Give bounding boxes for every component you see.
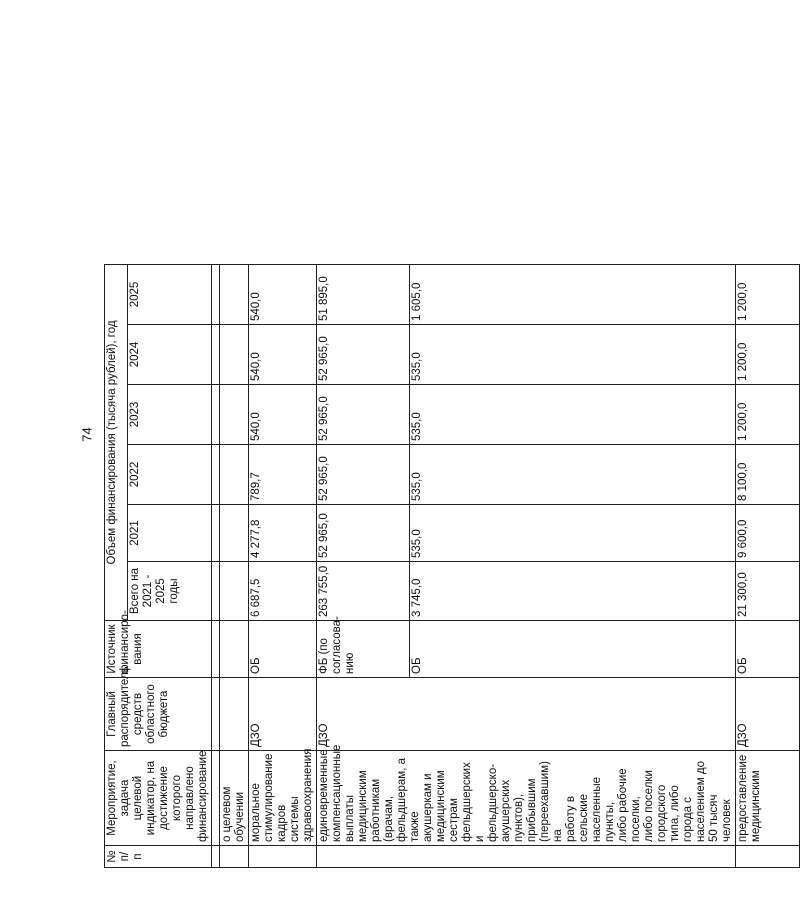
row-measure <box>249 748 317 846</box>
header-year-text: 2022 <box>129 461 142 488</box>
row-value-text: 1 200,0 <box>737 402 749 441</box>
row-value-text: 540,0 <box>250 412 262 441</box>
table-cell <box>212 325 220 385</box>
header-manager-text: Главный распорядитель средств областного бюджета <box>106 666 170 747</box>
row-value-text: 52 965,0 <box>318 456 330 501</box>
row-value <box>736 505 800 562</box>
row-value <box>249 325 317 385</box>
header-measure-text: Мероприятие, задача целевой индикатор, на достижение которого направлено финансирование <box>106 750 209 842</box>
header-row <box>105 264 128 867</box>
row-value <box>220 385 249 445</box>
row-total-text: 3 745,0 <box>410 578 423 617</box>
row-value-text: 52 965,0 <box>318 513 330 558</box>
row-value-text: 535,0 <box>410 412 423 441</box>
header-manager <box>105 666 212 751</box>
row-value <box>317 505 410 562</box>
row-value-text: 52 965,0 <box>318 336 330 381</box>
row-value-text: 8 100,0 <box>737 462 749 501</box>
header-measure <box>105 751 212 846</box>
row-measure-text: о целевом обучении <box>221 786 246 842</box>
row-total <box>736 562 800 621</box>
row-source <box>736 621 800 678</box>
row-total-text: 6 687,5 <box>250 578 262 617</box>
table-cell <box>212 385 220 445</box>
row-value <box>249 445 317 505</box>
row-manager <box>220 678 249 751</box>
header-num <box>105 846 212 868</box>
row-value <box>220 325 249 385</box>
row-manager <box>736 678 800 751</box>
row-measure <box>736 751 800 846</box>
row-num <box>220 846 249 868</box>
row-source-text: ФБ (по согласова- нию <box>318 616 356 674</box>
header-total <box>128 562 212 621</box>
header-year-text: 2025 <box>129 281 142 308</box>
row-total-text: 263 755,0 <box>318 565 330 617</box>
row-value <box>249 264 317 324</box>
table-cell <box>212 505 220 562</box>
header-total-text: Всего на 2021 - 2025 годы <box>129 567 181 615</box>
table-row <box>736 264 800 867</box>
rotated-table-container <box>104 265 762 868</box>
header-year <box>128 385 212 445</box>
row-measure-text: предоставление медицинским <box>737 754 762 842</box>
row-value-text: 535,0 <box>410 472 423 501</box>
header-volume <box>105 264 128 620</box>
row-value-text: 535,0 <box>410 352 423 381</box>
row-value-text: 51 895,0 <box>318 276 330 321</box>
header-year <box>128 325 212 385</box>
row-value <box>409 325 735 385</box>
row-total <box>220 562 249 621</box>
row-source-text: ОБ <box>410 657 423 674</box>
row-value-text: 52 965,0 <box>318 396 330 441</box>
row-value <box>220 505 249 562</box>
row-num <box>249 846 317 868</box>
row-value <box>317 325 410 385</box>
row-source <box>409 621 735 678</box>
header-year <box>128 264 212 324</box>
row-manager <box>249 678 317 751</box>
table-row <box>249 264 317 867</box>
row-num <box>736 846 800 868</box>
row-total <box>249 562 317 621</box>
table-cell <box>212 621 220 678</box>
row-source <box>317 616 410 678</box>
financing-table <box>104 264 800 868</box>
row-measure-text: моральное стимулирование кадров системы здравоохранения <box>250 748 314 842</box>
row-num <box>317 846 736 868</box>
table-row <box>317 264 410 867</box>
table-cell <box>212 445 220 505</box>
row-source-text: ОБ <box>737 657 749 674</box>
table-row <box>220 264 249 867</box>
row-value <box>249 505 317 562</box>
page-number: 74 <box>79 427 95 442</box>
row-value-text: 4 277,8 <box>250 519 262 558</box>
header-year-text: 2023 <box>129 401 142 428</box>
header-year <box>128 505 212 562</box>
table-cell <box>212 562 220 621</box>
row-value <box>317 385 410 445</box>
header-year <box>128 445 212 505</box>
row-value <box>736 445 800 505</box>
table-row <box>212 264 220 867</box>
table-cell <box>212 264 220 324</box>
row-manager-text: ДЗО <box>250 723 262 747</box>
row-value <box>317 264 410 324</box>
row-value <box>409 385 735 445</box>
header-source-text: Источник финансиро- вания <box>106 610 144 674</box>
header-source <box>105 610 212 678</box>
row-total <box>409 562 735 621</box>
table-cell <box>212 751 220 846</box>
row-value <box>409 445 735 505</box>
row-source <box>220 621 249 678</box>
header-volume-text: Объем финансирования (тысяча рублей), год <box>106 320 118 565</box>
row-value <box>220 445 249 505</box>
header-year-text: 2021 <box>129 520 142 546</box>
row-value-text: 789,7 <box>250 472 262 501</box>
row-value-text: 1 200,0 <box>737 342 749 381</box>
row-source <box>249 621 317 678</box>
row-measure <box>317 744 736 846</box>
row-value <box>736 385 800 445</box>
row-value <box>249 385 317 445</box>
row-value-text: 535,0 <box>410 529 423 558</box>
row-value <box>220 264 249 324</box>
row-value <box>736 264 800 324</box>
row-value-text: 1 605,0 <box>410 282 423 321</box>
header-year-text: 2024 <box>129 341 142 368</box>
row-measure <box>220 751 249 846</box>
row-value <box>409 505 735 562</box>
table-cell <box>212 678 220 751</box>
header-num-text: № п/п <box>106 850 144 863</box>
row-source-text: ОБ <box>250 657 262 674</box>
row-value-text: 1 200,0 <box>737 282 749 321</box>
row-value-text: 540,0 <box>250 352 262 381</box>
row-manager-text: ДЗО <box>737 723 749 747</box>
row-value-text: 540,0 <box>250 292 262 321</box>
row-value <box>409 264 735 324</box>
row-measure-text: единовременные компенсационные выплаты медицинским работникам (врачам, фельдшерам, а также акушеркам и медицинским сестрам фельдшерских и фельдшерско- акушерских пунктов), прибывшим (переехавшим) на работу в сельские населенные пункты, либо рабочие поселки, либо поселки городского типа, либо города с населением до 50 тысяч человек <box>318 744 733 842</box>
row-value-text: 9 600,0 <box>737 519 749 558</box>
row-value <box>317 445 410 505</box>
row-value <box>736 325 800 385</box>
row-total-text: 21 300,0 <box>737 572 749 617</box>
row-manager-text: ДЗО <box>318 723 330 747</box>
row-manager <box>317 678 736 751</box>
table-cell <box>212 846 220 868</box>
row-total <box>317 562 410 621</box>
